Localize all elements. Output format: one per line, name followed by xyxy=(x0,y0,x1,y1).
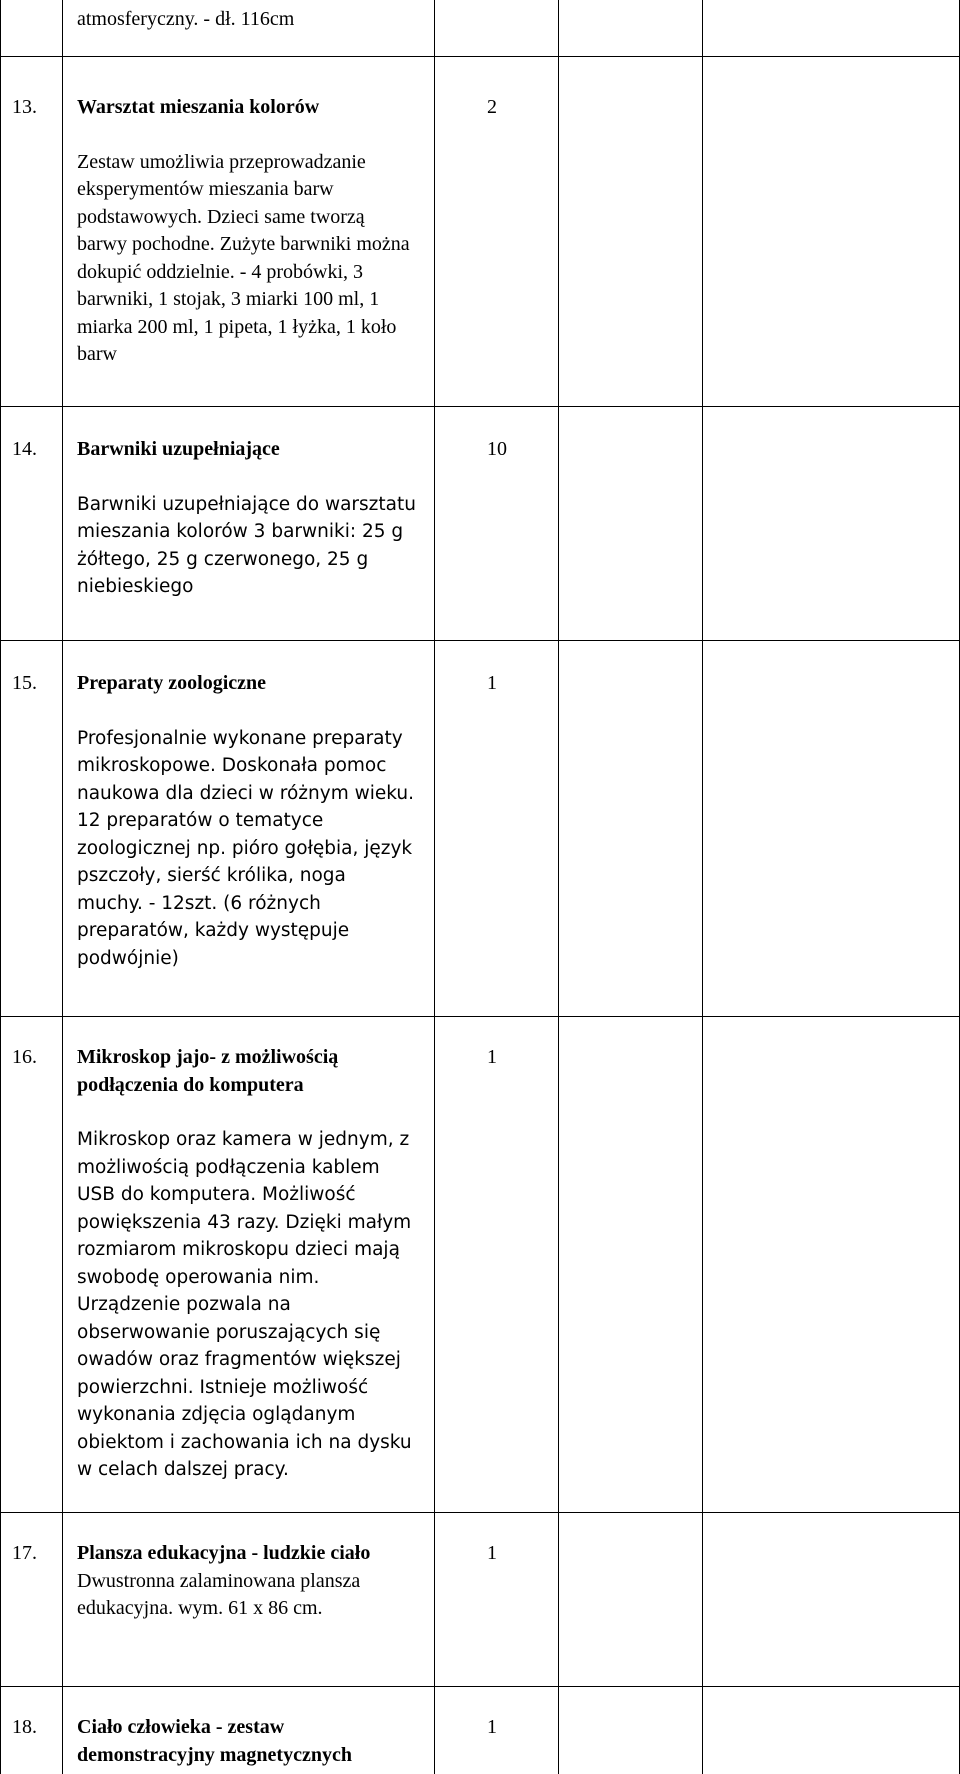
item-description: Profesjonalnie wykonane preparaty mikroskopowe. Doskonała pomoc naukowa dla dzieci w różnym wieku. 12 preparatów o tematyce zoologicznej np. pióro gołębia, język pszczoły, sierść królika, noga muchy. - 12szt. (6 różnych preparatów, każdy występuje podwójnie) xyxy=(77,727,414,969)
item-quantity: 1 xyxy=(487,1046,497,1068)
table-row xyxy=(77,6,417,34)
item-number: 17. xyxy=(12,1542,37,1564)
item-description: Zestaw umożliwia przeprowadzanie eksperymentów mieszania barw podstawowych. Dzieci same tworzą barwy pochodne. Zużyte barwniki można dokupić oddzielnie. - 4 probówki, 3 barwniki, 1 stojak, 3 miarki 100 ml, 1 miarka 200 ml, 1 pipeta, 1 łyżka, 1 koło barw xyxy=(77,150,410,365)
item-quantity: 2 xyxy=(487,96,497,118)
item-quantity: 1 xyxy=(487,672,497,694)
item-title: Barwniki uzupełniające xyxy=(77,438,280,460)
item-description: atmosferyczny. - dł. 116cm xyxy=(77,8,295,30)
item-title: Plansza edukacyjna - ludzkie ciało xyxy=(77,1542,371,1564)
row-divider xyxy=(1,1016,959,1017)
item-number: 14. xyxy=(12,438,37,460)
item-quantity: 1 xyxy=(487,1542,497,1564)
table-row xyxy=(77,94,417,369)
item-number: 13. xyxy=(12,96,37,118)
table-row xyxy=(77,1044,417,1484)
row-divider xyxy=(1,1512,959,1513)
row-divider xyxy=(1,1686,959,1687)
row-divider xyxy=(1,56,959,57)
item-description: Dwustronna zalaminowana plansza edukacyjna. wym. 61 x 86 cm. xyxy=(77,1569,361,1619)
item-quantity: 1 xyxy=(487,1716,497,1738)
column-divider-1 xyxy=(62,0,63,1774)
item-title: Mikroskop jajo- z możliwością podłączenia do komputera xyxy=(77,1046,339,1096)
item-number: 16. xyxy=(12,1046,37,1068)
item-number: 18. xyxy=(12,1716,37,1738)
item-quantity: 10 xyxy=(487,438,507,460)
item-title: Ciało człowieka - zestaw demonstracyjny magnetycznych xyxy=(77,1716,352,1766)
table-row xyxy=(77,436,417,601)
table-row xyxy=(77,670,417,972)
item-number: 15. xyxy=(12,672,37,694)
table-row xyxy=(77,1540,417,1623)
row-divider xyxy=(1,640,959,641)
row-divider xyxy=(1,406,959,407)
column-divider-4 xyxy=(702,0,703,1774)
item-title: Warsztat mieszania kolorów xyxy=(77,96,320,118)
table-border-left xyxy=(0,0,1,1774)
item-description: Barwniki uzupełniające do warsztatu mieszania kolorów 3 barwniki: 25 g żółtego, 25 g czerwonego, 25 g niebieskiego xyxy=(77,493,416,597)
item-title: Preparaty zoologiczne xyxy=(77,672,267,694)
column-divider-3 xyxy=(558,0,559,1774)
column-divider-2 xyxy=(434,0,435,1774)
item-description: Mikroskop oraz kamera w jednym, z możliwością podłączenia kablem USB do komputera. Możliwość powiększenia 43 razy. Dzięki małym rozmiarom mikroskopu dzieci mają swobodę operowania nim. Urządzenie pozwala na obserwowanie poruszających się owadów oraz fragmentów większej powierzchni. Istnieje możliwość wykonania zdjęcia oglądanym obiektom i zachowania ich na dysku w celach dalszej pracy. xyxy=(77,1129,412,1480)
table-row xyxy=(77,1714,417,1769)
